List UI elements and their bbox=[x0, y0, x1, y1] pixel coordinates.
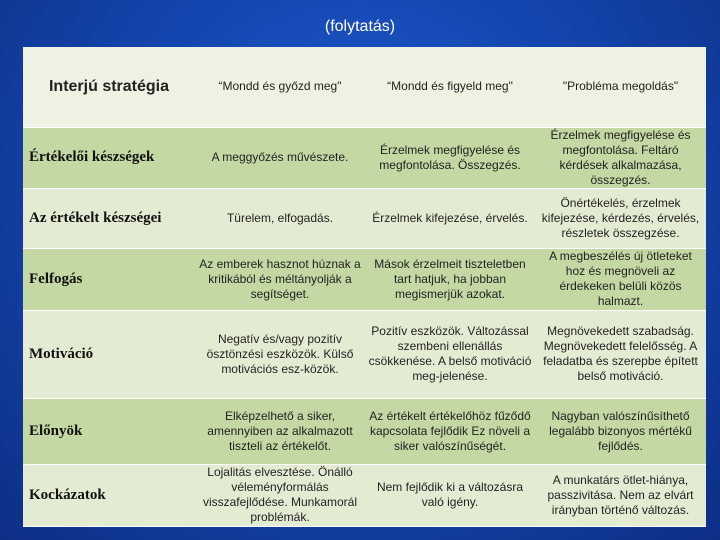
header-problem-solving: "Probléma megoldás" bbox=[535, 47, 706, 127]
header-tell-and-sell: “Mondd és győzd meg" bbox=[195, 47, 365, 127]
row-label: Kockázatok bbox=[23, 464, 195, 526]
row-label: Az értékelt készségei bbox=[23, 188, 195, 248]
table-cell: Érzelmek megfigyelése és megfontolása. Feltáró kérdések alkalmazása, összegzés. bbox=[535, 127, 706, 188]
table-cell: Lojalitás elvesztése. Önálló véleményformálás visszafejlődése. Munkamorál problémák. bbox=[195, 464, 365, 526]
table-cell: Nem fejlődik ki a változásra való igény. bbox=[365, 464, 535, 526]
strategy-table bbox=[23, 47, 706, 527]
row-label: Értékelői készségek bbox=[23, 127, 195, 188]
table-cell: Érzelmek kifejezése, érvelés. bbox=[365, 188, 535, 248]
table-cell: A meggyőzés művészete. bbox=[195, 127, 365, 188]
table-row bbox=[23, 310, 706, 398]
table-cell: Pozitív eszközök. Változással szembeni ellenállás csökkenése. A belső motiváció meg-jelenése. bbox=[365, 310, 535, 398]
table-row bbox=[23, 188, 706, 248]
table-cell: Negatív és/vagy pozitív ösztönzési eszközök. Külső motivációs esz-közök. bbox=[195, 310, 365, 398]
table-cell: Érzelmek megfigyelése és megfontolása. Összegzés. bbox=[365, 127, 535, 188]
table-cell: A munkatárs ötlet-hiánya, passzivitása. Nem az elvárt irányban történő változás. bbox=[535, 464, 706, 526]
table-cell: Türelem, elfogadás. bbox=[195, 188, 365, 248]
table-cell: Mások érzelmeit tiszteletben tart hatjuk, ha jobban megismerjük azokat. bbox=[365, 248, 535, 310]
row-label: Motiváció bbox=[23, 310, 195, 398]
table-cell: Az emberek hasznot húznak a kritikából és méltányolják a segítséget. bbox=[195, 248, 365, 310]
header-row bbox=[23, 47, 706, 127]
header-tell-and-listen: “Mondd és figyeld meg" bbox=[365, 47, 535, 127]
table-row bbox=[23, 127, 706, 188]
header-interview-strategy: Interjú stratégia bbox=[23, 47, 195, 127]
table-cell: Elképzelhető a siker, amennyiben az alkalmazott tiszteli az értékelőt. bbox=[195, 398, 365, 464]
table-row bbox=[23, 398, 706, 464]
table-cell: Az értékelt értékelőhöz fűződő kapcsolata fejlődik Ez növeli a siker valószínűségét. bbox=[365, 398, 535, 464]
row-label: Felfogás bbox=[23, 248, 195, 310]
table-row bbox=[23, 248, 706, 310]
table-cell: Megnövekedett szabadság. Megnövekedett felelősség. A feladatba és szerepbe épített belső motiváció. bbox=[535, 310, 706, 398]
row-label: Előnyök bbox=[23, 398, 195, 464]
slide-title: (folytatás) bbox=[324, 18, 396, 35]
table-cell: Önértékelés, érzelmek kifejezése, kérdezés, érvelés, részletek összegzése. bbox=[535, 188, 706, 248]
table-row bbox=[23, 464, 706, 526]
table-cell: Nagyban valószínűsíthető legalább bizonyos mértékű fejlődés. bbox=[535, 398, 706, 464]
table-cell: A megbeszélés új ötleteket hoz és megnöveli az érdekeken belüli közös halmazt. bbox=[535, 248, 706, 310]
